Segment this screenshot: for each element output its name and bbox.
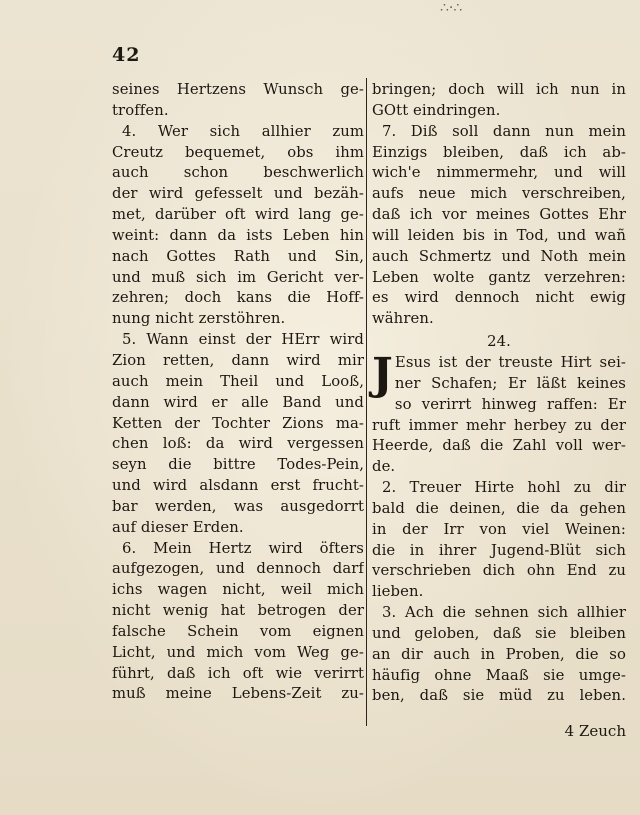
page-number: 42 (112, 44, 141, 66)
text-line: ner Schafen; Er läßt keines (394, 374, 626, 392)
text-line: aufgezogen, und dennoch darf (112, 560, 364, 578)
text-line: und muß sich im Gericht ver- (112, 268, 364, 286)
text-line: Creutz bequemet, obs ihm (112, 143, 364, 161)
text-line: auch Schmertz und Noth mein (372, 247, 626, 265)
text-line: Leben wolte gantz verzehren: (372, 268, 626, 286)
verse-start-6: 6. Mein Hertz wird öfters (122, 539, 364, 557)
text-line: die in ihrer Jugend-Blüt sich (372, 541, 626, 559)
verse-start-2: 2. Treuer Hirte hohl zu dir (382, 479, 626, 497)
text-line: muß meine Lebens-Zeit zu- (112, 685, 364, 703)
text-line: es wird dennoch nicht ewig (372, 289, 626, 307)
hymn-opening (372, 348, 626, 400)
text-line: seines Hertzens Wunsch ge- (112, 81, 364, 98)
text-line: wich'e nimmermehr, und will (372, 164, 626, 182)
text-line: auf dieser Erden. (112, 518, 244, 536)
text-line: nung nicht zerstöhren. (112, 310, 286, 328)
verse-start-3: 3. Ach die sehnen sich allhier (382, 604, 626, 622)
text-line: nicht wenig hat betrogen der (112, 602, 364, 620)
text-line: chen loß: da wird vergessen (112, 435, 364, 453)
text-line: nach Gottes Rath und Sin, (112, 247, 364, 265)
text-line: bar werden, was ausgedorrt (112, 497, 364, 515)
text-line: Licht, und mich vom Weg ge- (112, 643, 364, 661)
text-line: zehren; doch kans die Hoff- (112, 289, 364, 307)
text-line: seyn die bittre Todes-Pein, (112, 456, 364, 474)
text-line: lieben. (372, 583, 424, 601)
hymn-number: 24. (487, 333, 511, 351)
text-line: ben, daß sie müd zu leben. (372, 687, 626, 705)
text-line: GOtt eindringen. (372, 101, 501, 119)
text-line: Ketten der Tochter Zions ma- (112, 414, 364, 432)
text-line: weint: dann da ists Leben hin (112, 226, 364, 244)
drop-cap: J (372, 348, 393, 400)
text-line: und geloben, daß sie bleiben (372, 624, 626, 642)
text-line: will leiden bis in Tod, und wañ (372, 226, 626, 244)
left-column (112, 80, 364, 705)
text-line: ichs wagen nicht, weil mich (112, 581, 364, 599)
text-line: der wird gefesselt und bezäh- (112, 185, 364, 203)
text-line: führt, daß ich oft wie verirrt (112, 664, 364, 682)
text-line: ruft immer mehr herbey zu der (372, 416, 626, 434)
right-column (372, 80, 626, 707)
text-line: bringen; doch will ich nun in (372, 81, 626, 98)
text-line: auch schon beschwerlich (112, 164, 364, 182)
verse-start-4: 4. Wer sich allhier zum (122, 122, 364, 140)
catchword: 4 Zeuch (564, 722, 626, 740)
text-line: falsche Schein vom eignen (112, 622, 364, 640)
verse-start-5: 5. Wann einst der HErr wird (122, 331, 364, 349)
text-line: Heerde, daß die Zahl voll wer- (372, 437, 626, 455)
text-line: met, darüber oft wird lang ge- (112, 206, 364, 224)
header-ornament: ∴·∴ (440, 0, 463, 16)
column-divider (366, 78, 367, 726)
text-line: troffen. (112, 101, 169, 119)
text-line: häufig ohne Maaß sie umge- (372, 666, 626, 684)
text-line: währen. (372, 310, 434, 328)
text-line: Zion retten, dann wird mir (112, 351, 364, 369)
verse-start-7: 7. Diß soll dann nun mein (382, 122, 626, 140)
text-line: so verirrt hinweg raffen: Er (394, 395, 626, 413)
text-line: dann wird er alle Band und (112, 393, 364, 411)
text-line: an dir auch in Proben, die so (372, 645, 626, 663)
text-line: de. (372, 458, 396, 476)
text-line: bald die deinen, die da gehen (372, 499, 626, 517)
text-line: daß ich vor meines Gottes Ehr (372, 206, 626, 224)
text-line: verschrieben dich ohn End zu (372, 562, 626, 580)
text-line: und wird alsdann erst frucht- (112, 477, 364, 495)
text-line: aufs neue mich verschreiben, (372, 185, 626, 203)
text-line: in der Irr von viel Weinen: (372, 520, 626, 538)
text-line: auch mein Theil und Looß, (112, 372, 364, 390)
text-line: Einzigs bleiben, daß ich ab- (372, 143, 626, 161)
text-line: Esus ist der treuste Hirt sei- (394, 353, 626, 371)
